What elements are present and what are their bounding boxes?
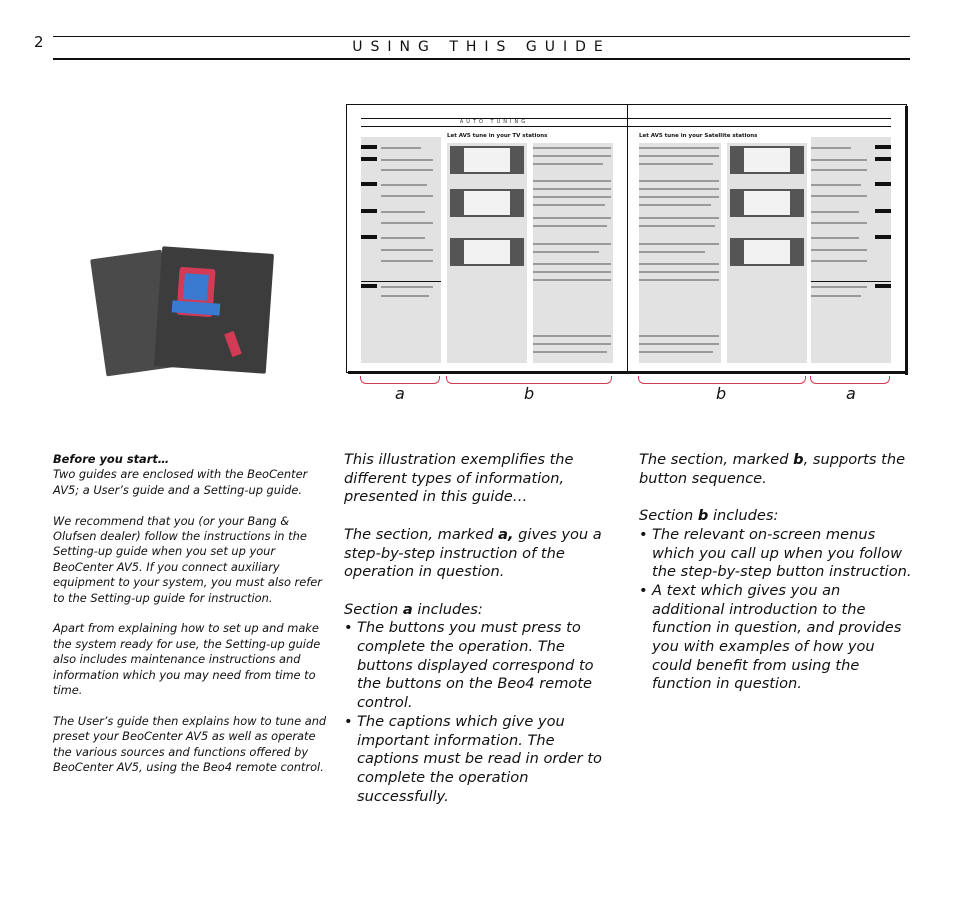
bracket-a-right — [810, 376, 890, 384]
label-a-left: a — [395, 384, 405, 403]
text-line — [381, 237, 425, 239]
text-line — [639, 196, 719, 198]
guides-illustration — [98, 236, 278, 386]
text-line — [533, 163, 603, 165]
text-line — [533, 188, 611, 190]
text-line — [639, 163, 713, 165]
text-line — [533, 335, 611, 337]
guide-spread-illustration — [346, 104, 907, 373]
text-line — [533, 204, 605, 206]
text-line — [639, 251, 705, 253]
right-page-heading: Let AV5 tune in your Satellite stations — [639, 133, 758, 139]
text-line — [639, 147, 719, 149]
text-line — [381, 249, 433, 251]
page-title: USING THIS GUIDE — [352, 39, 611, 55]
onscreen-menu-graphic — [450, 238, 524, 266]
setting-up-paragraph: Apart from explaining how to set up and make the system ready for use, the Setting-up guide also includes maintenance instructions and information which you may need from time to time. — [53, 621, 321, 698]
label-b-left: b — [524, 384, 535, 403]
text-line — [811, 260, 867, 262]
text-line — [533, 225, 607, 227]
text-line — [811, 237, 859, 239]
text-line — [381, 222, 433, 224]
bracket-a-left — [360, 376, 440, 384]
list-item: • The buttons you must press to complete the operation. The buttons displayed correspond to the buttons on the Beo4 remote control. — [344, 619, 620, 713]
text-line — [811, 222, 867, 224]
section-b-description: The section, marked b, supports the button sequence. — [639, 451, 906, 487]
list-item: • The captions which give you important information. The captions must be read in order to complete the operation successfully. — [344, 713, 620, 807]
mini-rule — [811, 281, 891, 282]
text-line — [639, 204, 711, 206]
spread-shadow — [348, 371, 908, 374]
illustration-intro: This illustration exemplifies the different types of information, presented in this guide… — [344, 451, 574, 506]
section-a-list — [344, 619, 620, 806]
text-line — [811, 211, 859, 213]
button-marker — [361, 235, 377, 239]
text-line — [811, 169, 867, 171]
text-line — [639, 188, 719, 190]
text-line — [811, 295, 861, 297]
onscreen-menu-graphic — [450, 146, 524, 174]
text-line — [533, 351, 607, 353]
button-marker — [361, 284, 377, 288]
onscreen-menu-graphic — [450, 189, 524, 217]
text-line — [533, 271, 611, 273]
label-b-right: b — [716, 384, 727, 403]
list-item: • A text which gives you an additional introduction to the function in question, and provides you with examples of how you could benefit from using the function in question. — [639, 582, 915, 694]
text-line — [381, 159, 433, 161]
section-b-list — [639, 526, 915, 694]
onscreen-menu-graphic — [730, 189, 804, 217]
header-rule-bottom — [53, 58, 910, 60]
text-line — [639, 279, 719, 281]
text-line — [533, 251, 599, 253]
text-line — [533, 180, 611, 182]
text-line — [639, 180, 719, 182]
text-line — [811, 249, 867, 251]
page-number: 2 — [34, 33, 44, 51]
section-a-description: The section, marked a, gives you a step-by-step instruction of the operation in question. — [344, 525, 602, 581]
text-line — [639, 155, 719, 157]
list-item: • The relevant on-screen menus which you call up when you follow the step-by-step button instruction. — [639, 526, 915, 582]
onscreen-menu-graphic — [730, 238, 804, 266]
text-line — [811, 159, 867, 161]
text-line — [533, 243, 611, 245]
spread-divider — [627, 105, 628, 372]
section-a-column — [344, 451, 620, 806]
left-page-text-column — [533, 143, 613, 363]
text-line — [811, 286, 867, 288]
users-guide-paragraph: The User’s guide then explains how to tune and preset your BeoCenter AV5 as well as operate the various sources and functions offered by BeoCenter AV5, using the Beo4 remote control. — [53, 713, 327, 775]
text-line — [639, 243, 719, 245]
text-line — [381, 286, 433, 288]
button-marker — [875, 209, 891, 213]
text-line — [533, 196, 611, 198]
text-line — [639, 271, 719, 273]
button-marker — [875, 182, 891, 186]
mini-rule — [361, 281, 441, 282]
text-line — [811, 147, 851, 149]
text-line — [381, 260, 433, 262]
button-marker — [875, 157, 891, 161]
text-line — [533, 155, 611, 157]
text-line — [533, 263, 611, 265]
right-page-text-column — [639, 143, 721, 363]
text-line — [381, 184, 427, 186]
text-line — [381, 147, 421, 149]
recommendation-paragraph: We recommend that you (or your Bang & Olufsen dealer) follow the instructions in the Setting-up guide when you set up your BeoCenter AV5. If you connect auxiliary equipment to your system, you must also refer to the Setting-up guide for instruction. — [53, 513, 322, 605]
intro-text: Two guides are enclosed with the BeoCenter AV5; a User’s guide and a Setting-up guide. — [53, 467, 308, 497]
text-line — [639, 217, 719, 219]
text-line — [533, 147, 611, 149]
mini-rule — [361, 126, 891, 127]
button-marker — [361, 157, 377, 161]
section-b-column — [639, 451, 915, 694]
onscreen-menu-graphic — [730, 146, 804, 174]
button-marker — [875, 235, 891, 239]
text-line — [381, 195, 433, 197]
text-line — [639, 343, 719, 345]
bracket-b-left — [446, 376, 612, 384]
button-marker — [361, 145, 377, 149]
button-marker — [361, 182, 377, 186]
left-page-heading: Let AV5 tune in your TV stations — [447, 133, 548, 139]
before-you-start-heading: Before you start… — [53, 452, 170, 466]
text-line — [533, 279, 611, 281]
text-line — [811, 195, 867, 197]
button-marker — [875, 145, 891, 149]
before-you-start-column — [53, 452, 329, 791]
mini-header: AUTO TUNING — [459, 119, 529, 125]
text-line — [639, 225, 715, 227]
spread-shadow — [905, 106, 908, 375]
button-marker — [875, 284, 891, 288]
text-line — [639, 263, 719, 265]
button-marker — [361, 209, 377, 213]
bracket-b-right — [638, 376, 806, 384]
text-line — [639, 335, 719, 337]
text-line — [533, 217, 611, 219]
intro-paragraph — [53, 452, 329, 498]
text-line — [381, 295, 429, 297]
section-b-includes: Section b includes: — [639, 507, 779, 525]
text-line — [811, 184, 861, 186]
label-a-right: a — [846, 384, 856, 403]
text-line — [533, 343, 611, 345]
text-line — [639, 351, 713, 353]
tv-screen-icon — [183, 273, 209, 301]
header-rule-top — [53, 36, 910, 37]
section-a-includes: Section a includes: — [344, 600, 483, 618]
text-line — [381, 169, 433, 171]
text-line — [381, 211, 425, 213]
